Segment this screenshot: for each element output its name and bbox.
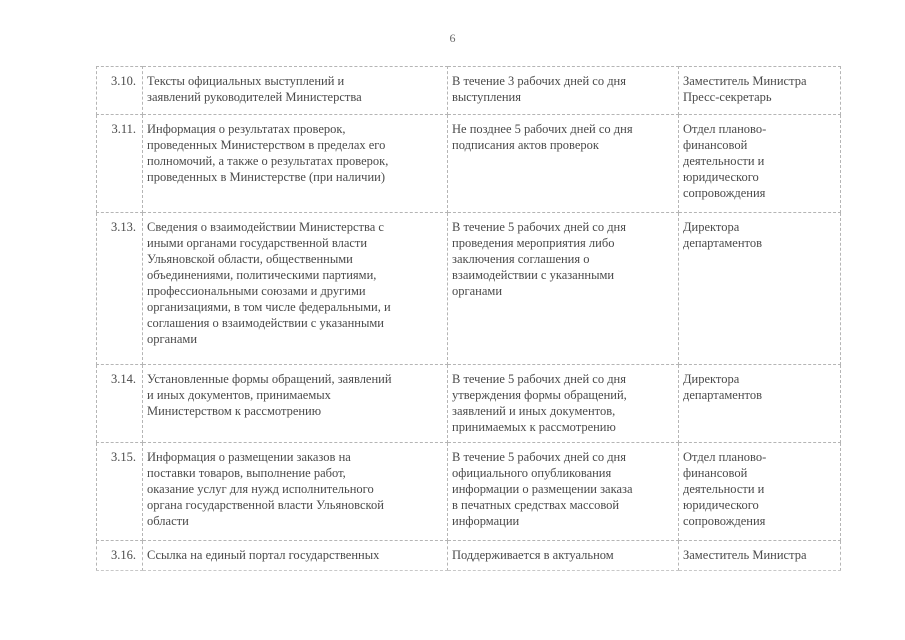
information-table: [96, 66, 841, 571]
table-row: [97, 115, 841, 213]
information-cell: Установленные формы обращений, заявлений и иных документов, принимаемых Министерством к рассмотрению: [143, 365, 448, 443]
information-cell: Сведения о взаимодействии Министерства с иными органами государственной власти Ульяновской области, общественными объединениями, политическими партиями, профессиональными союзами и другими организациями, в том числе федеральными, и соглашения о взаимодействии с указанными органами: [143, 213, 448, 365]
table-row: [97, 213, 841, 365]
information-cell: Информация о размещении заказов на поставки товаров, выполнение работ, оказание услуг для нужд исполнительного органа государственной власти Ульяновской области: [143, 443, 448, 541]
term-cell: В течение 5 рабочих дней со дня утверждения формы обращений, заявлений и иных документов, принимаемых к рассмотрению: [448, 365, 679, 443]
responsible-cell: Отдел планово- финансовой деятельности и юридического сопровождения: [679, 115, 841, 213]
row-number: 3.11.: [97, 115, 143, 213]
responsible-cell: Заместитель Министра: [679, 541, 841, 571]
term-cell: В течение 3 рабочих дней со дня выступления: [448, 67, 679, 115]
responsible-cell: Заместитель Министра Пресс-секретарь: [679, 67, 841, 115]
row-number: 3.13.: [97, 213, 143, 365]
table-row: [97, 443, 841, 541]
information-cell: Информация о результатах проверок, проведенных Министерством в пределах его полномочий, а также о результатах проверок, проведенных в Министерстве (при наличии): [143, 115, 448, 213]
responsible-cell: Директора департаментов: [679, 213, 841, 365]
responsible-cell: Отдел планово- финансовой деятельности и юридического сопровождения: [679, 443, 841, 541]
table-row: [97, 541, 841, 571]
information-cell: Тексты официальных выступлений и заявлений руководителей Министерства: [143, 67, 448, 115]
page-number: 6: [449, 31, 456, 45]
term-cell: В течение 5 рабочих дней со дня проведения мероприятия либо заключения соглашения о взаимодействии с указанными органами: [448, 213, 679, 365]
term-cell: Не позднее 5 рабочих дней со дня подписания актов проверок: [448, 115, 679, 213]
row-number: 3.10.: [97, 67, 143, 115]
term-cell: В течение 5 рабочих дней со дня официального опубликования информации о размещении заказа в печатных средствах массовой информации: [448, 443, 679, 541]
information-cell: Ссылка на единый портал государственных: [143, 541, 448, 571]
term-cell: Поддерживается в актуальном: [448, 541, 679, 571]
row-number: 3.15.: [97, 443, 143, 541]
table-row: [97, 365, 841, 443]
row-number: 3.16.: [97, 541, 143, 571]
responsible-cell: Директора департаментов: [679, 365, 841, 443]
table-row: [97, 67, 841, 115]
row-number: 3.14.: [97, 365, 143, 443]
